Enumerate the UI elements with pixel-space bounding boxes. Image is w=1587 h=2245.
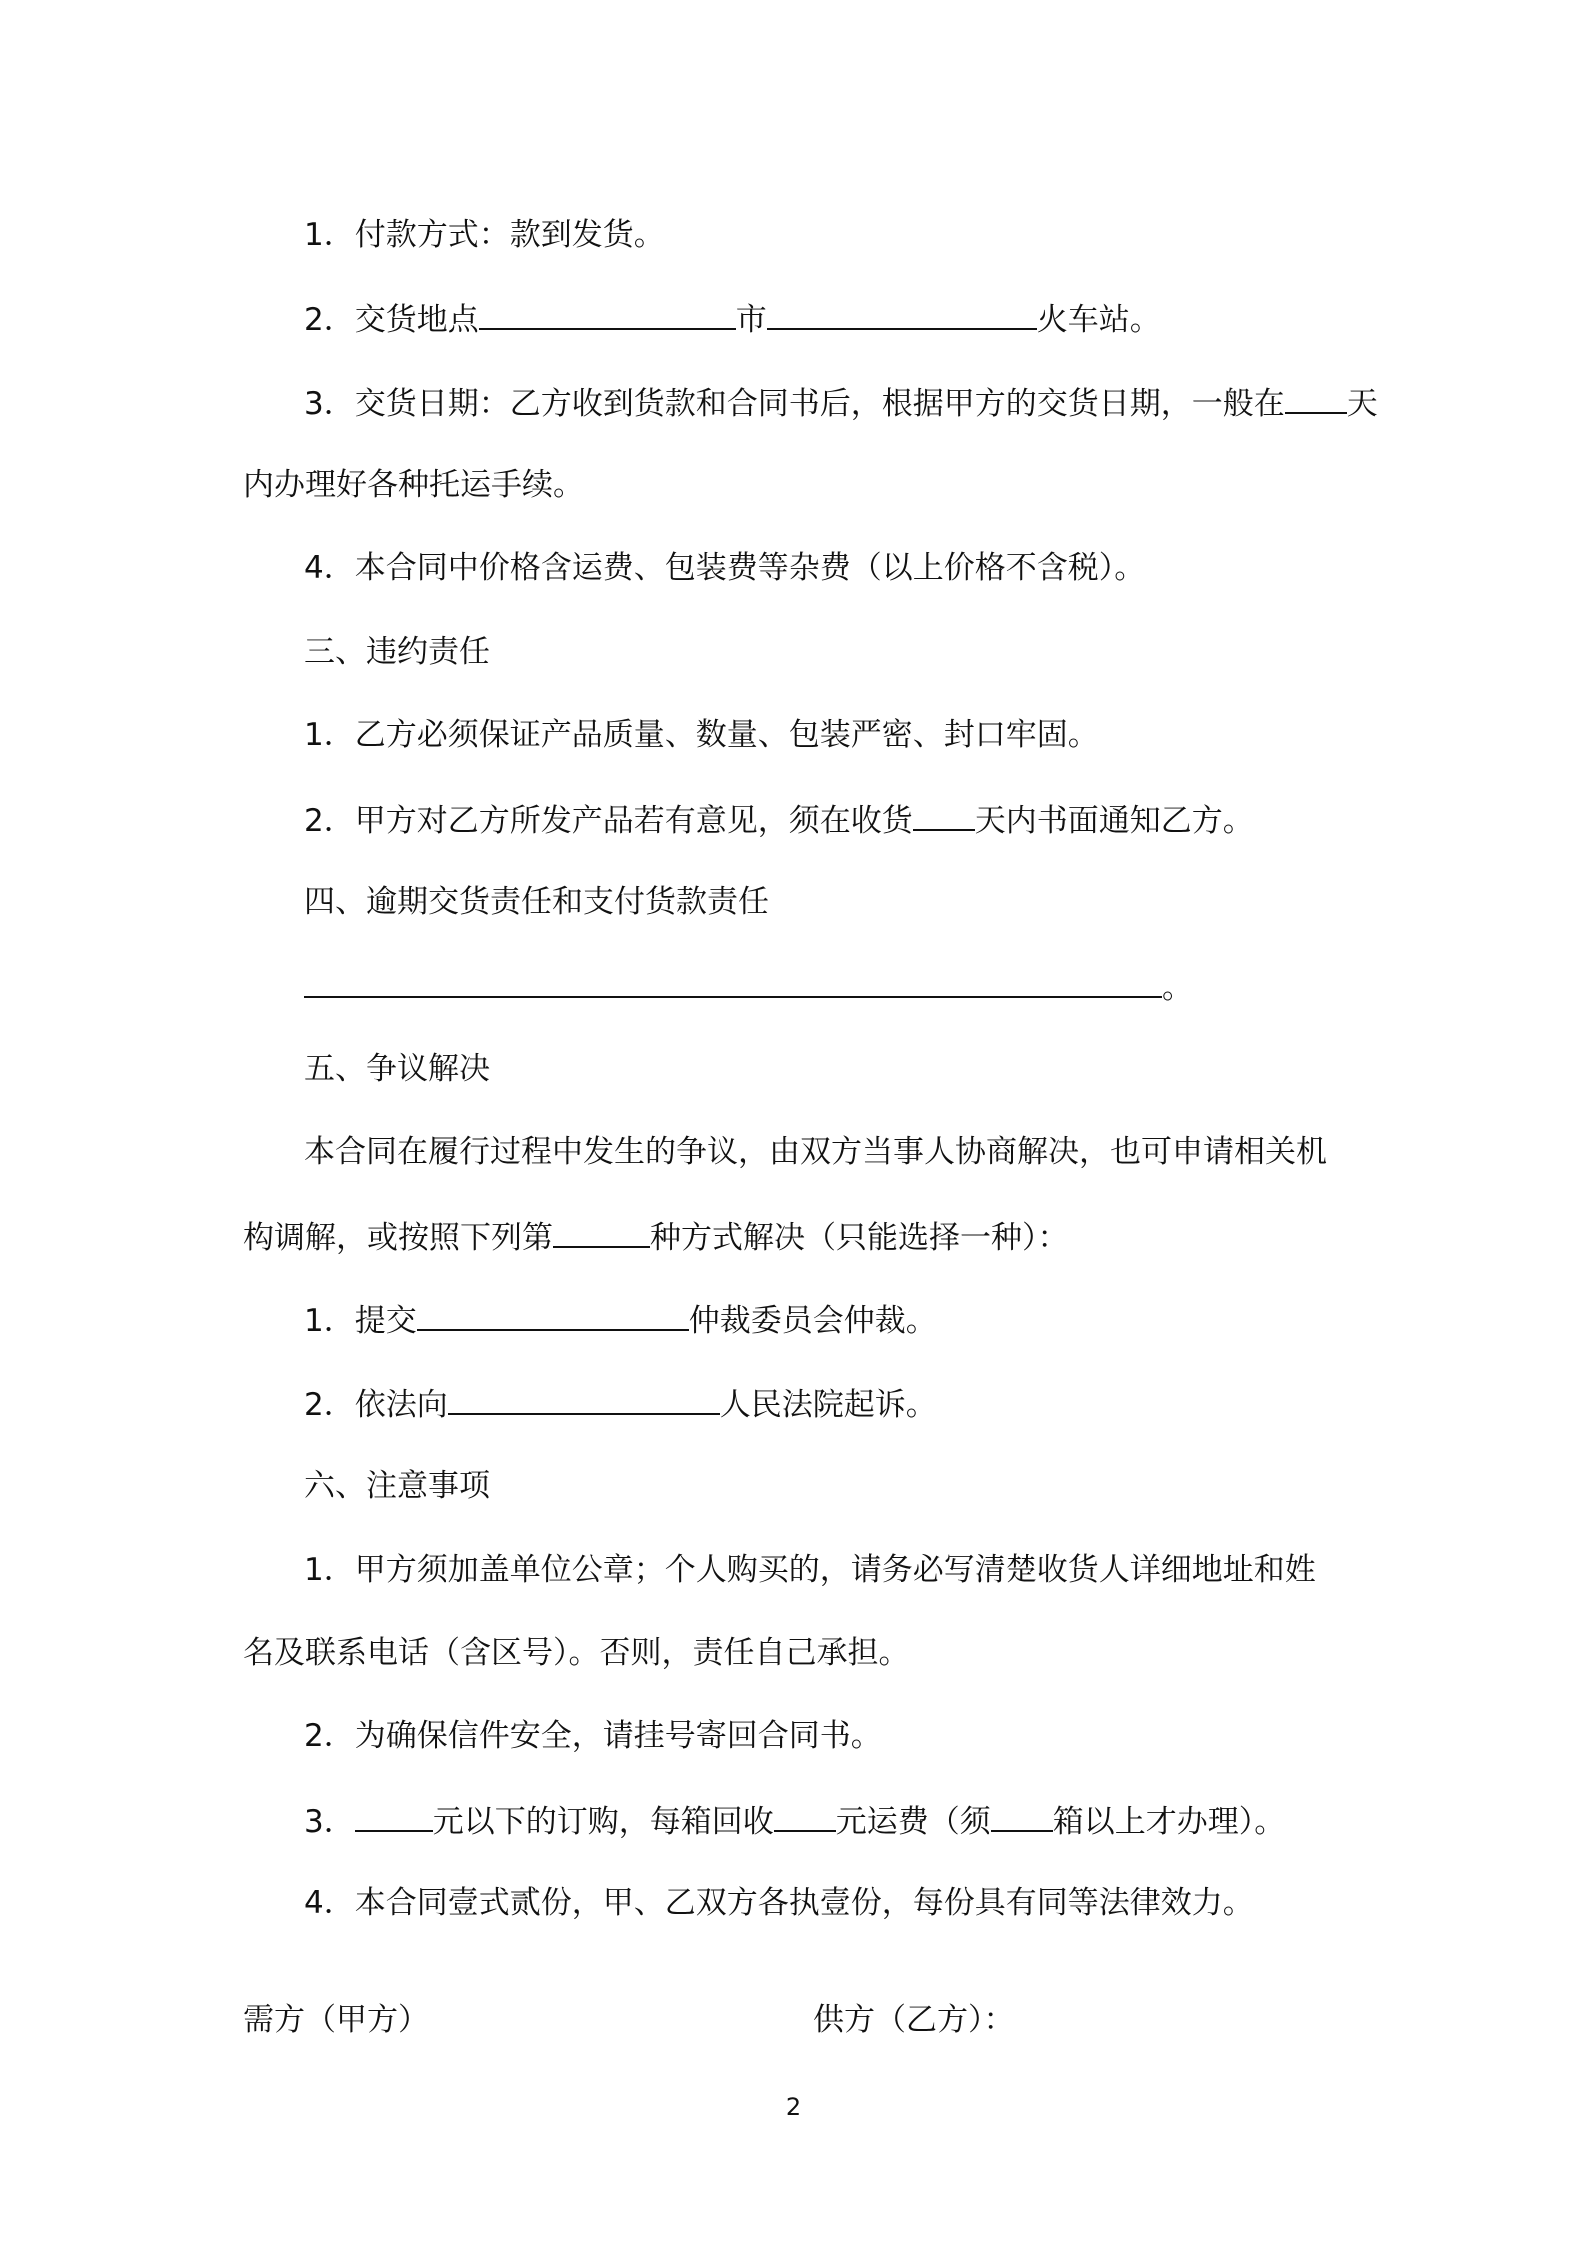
- buyer-signature-label: 需方（甲方）: [243, 2002, 429, 2038]
- section-heading-notes: 六、注意事项: [304, 1468, 490, 1504]
- section-heading-overdue: 四、逾期交货责任和支付货款责任: [304, 884, 769, 920]
- notes-clause-3: 3． 元以下的订购，每箱回收 元运费（须 箱以上才办理）。: [304, 1800, 1414, 1842]
- section-heading-liability: 三、违约责任: [304, 634, 490, 670]
- blank-field[interactable]: [553, 1216, 650, 1248]
- dispute-body: 本合同在履行过程中发生的争议，由双方当事人协商解决，也可申请相关机: [304, 1134, 1327, 1170]
- blank-field[interactable]: [479, 298, 736, 330]
- notes-clause-1-cont: 名及联系电话（含区号）。否则，责任自己承担。: [243, 1635, 910, 1671]
- dispute-option-1: 1．提交 仲裁委员会仲裁。: [304, 1299, 1414, 1341]
- notes-clause-4: 4．本合同壹式贰份，甲、乙双方各执壹份，每份具有同等法律效力。: [304, 1885, 1254, 1921]
- payment-clause-3-cont: 内办理好各种托运手续。: [243, 467, 584, 503]
- blank-field[interactable]: [991, 1800, 1053, 1832]
- blank-field[interactable]: [448, 1383, 720, 1415]
- blank-field[interactable]: [417, 1299, 689, 1331]
- blank-field[interactable]: [774, 1800, 836, 1832]
- payment-clause-3: 3．交货日期：乙方收到货款和合同书后，根据甲方的交货日期，一般在 天: [304, 382, 1414, 424]
- blank-field[interactable]: [355, 1800, 433, 1832]
- notes-clause-1: 1．甲方须加盖单位公章；个人购买的，请务必写清楚收货人详细地址和姓: [304, 1552, 1316, 1588]
- page-number: 2: [785, 2093, 802, 2121]
- dispute-body-cont: 构调解，或按照下列第 种方式解决（只能选择一种）：: [243, 1216, 1353, 1258]
- payment-clause-2: 2．交货地点 市 火车站。: [304, 298, 1414, 340]
- seller-signature-label: 供方（乙方）：: [813, 2002, 1015, 2038]
- blank-field[interactable]: [304, 966, 1162, 998]
- liability-clause-2: 2．甲方对乙方所发产品若有意见，须在收货 天内书面通知乙方。: [304, 799, 1414, 841]
- blank-field[interactable]: [767, 298, 1037, 330]
- blank-field[interactable]: [1285, 382, 1347, 414]
- notes-clause-2: 2．为确保信件安全，请挂号寄回合同书。: [304, 1718, 882, 1754]
- blank-field[interactable]: [913, 799, 975, 831]
- liability-clause-1: 1．乙方必须保证产品质量、数量、包装严密、封口牢固。: [304, 717, 1099, 753]
- dispute-option-2: 2．依法向 人民法院起诉。: [304, 1383, 1414, 1425]
- overdue-fill-line: 。: [304, 966, 1414, 1008]
- payment-clause-1: 1．付款方式：款到发货。: [304, 217, 665, 253]
- payment-clause-4: 4．本合同中价格含运费、包装费等杂费（以上价格不含税）。: [304, 550, 1146, 586]
- section-heading-dispute: 五、争议解决: [304, 1051, 490, 1087]
